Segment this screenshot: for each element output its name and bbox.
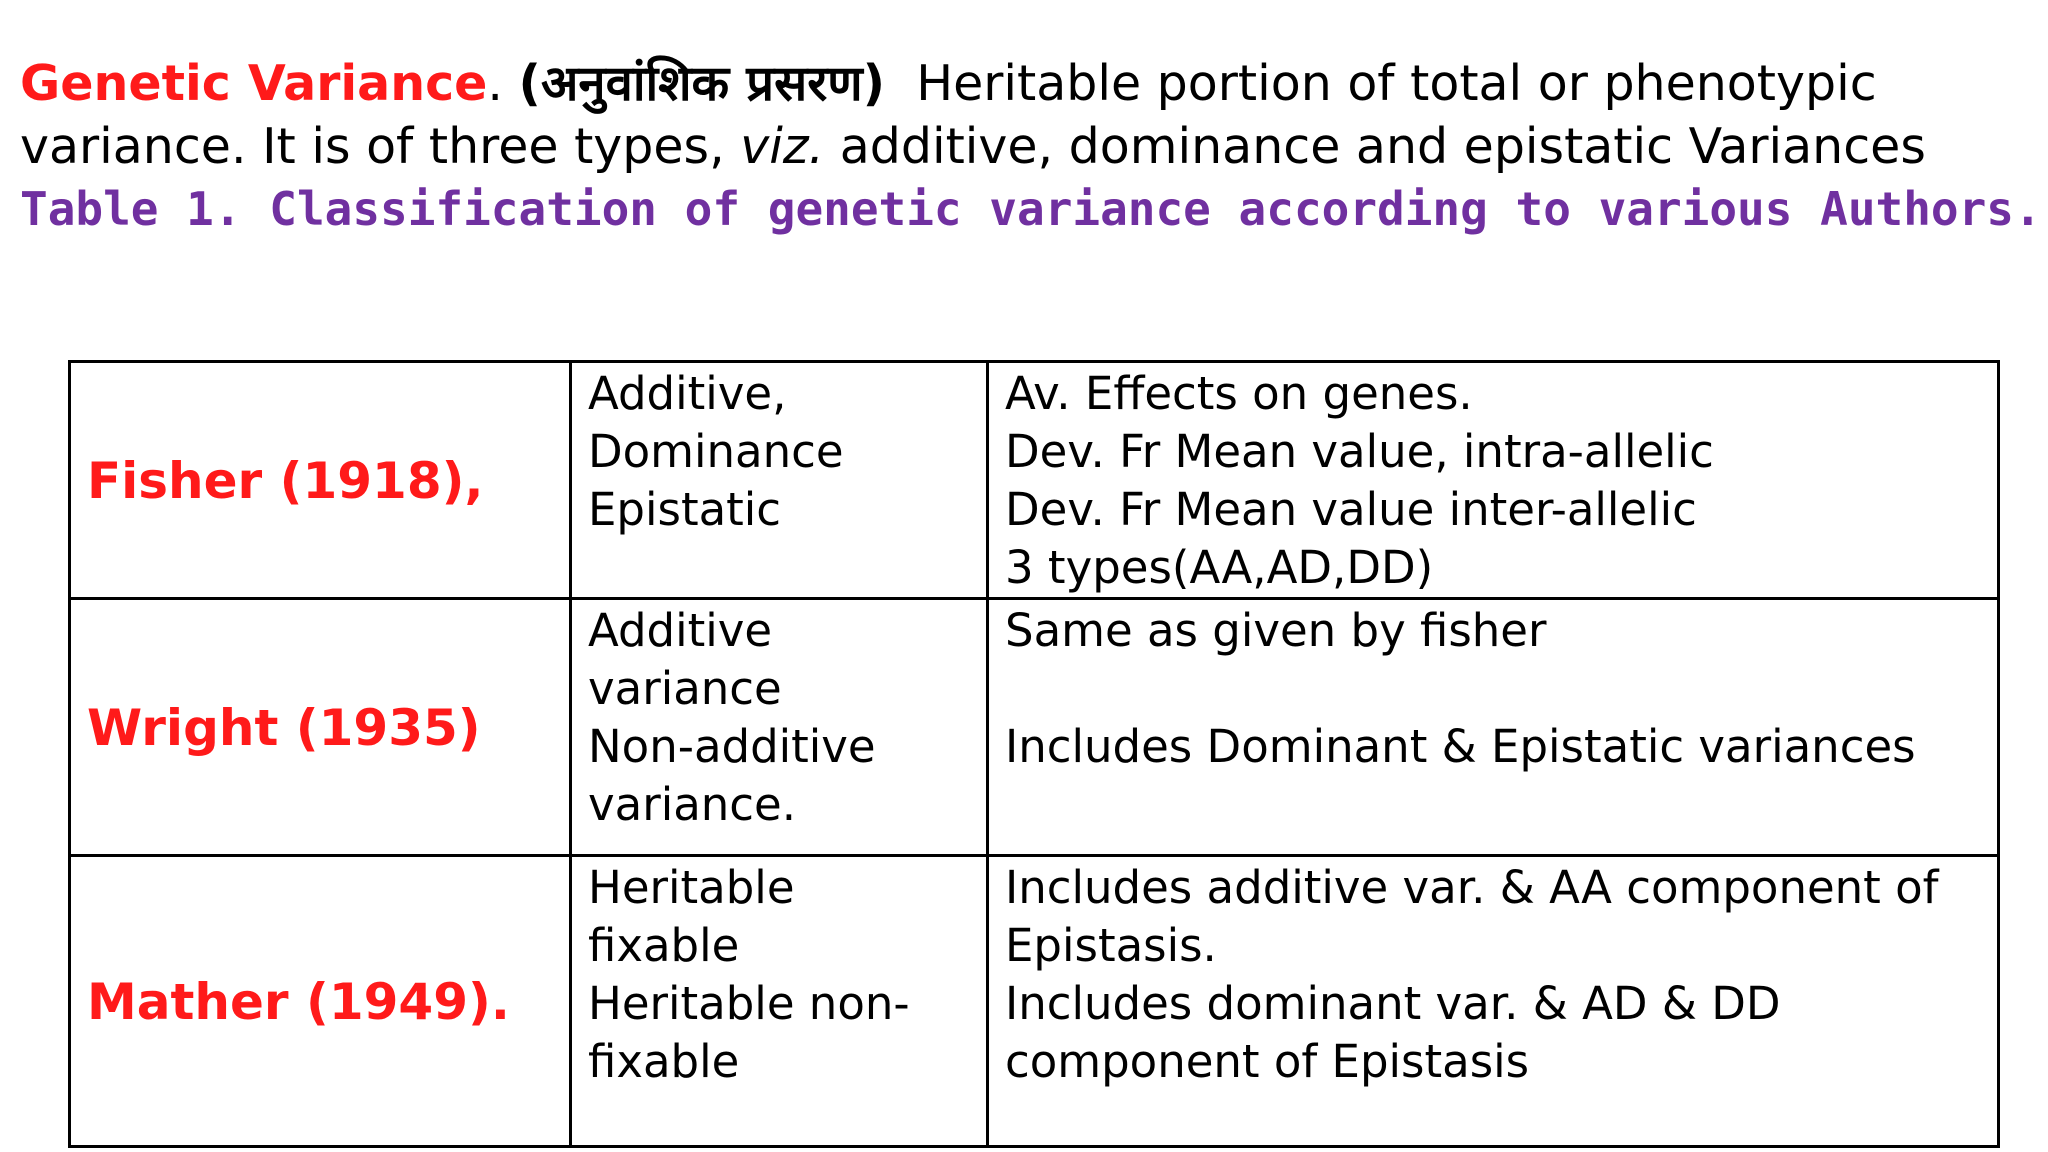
classification-table — [68, 360, 2000, 1148]
description-line: Dev. Fr Mean value, intra-allelic — [1005, 425, 1714, 478]
description-line: Av. Effects on genes. — [1005, 367, 1473, 420]
description-gap — [1005, 660, 1981, 718]
description-line: Includes dominant var. & AD & DD — [1005, 977, 1781, 1030]
component-line: Non-additive — [588, 720, 876, 773]
table-row — [70, 856, 1999, 1147]
intro-text — [20, 52, 2042, 241]
term-suffix: . — [487, 55, 519, 112]
component-line: fixable — [588, 919, 740, 972]
intro-line-2-start: variance. It is of three types, — [20, 118, 741, 175]
description-line: component of Epistasis — [1005, 1035, 1530, 1088]
description-line: Includes Dominant & Epistatic variances — [1005, 720, 1916, 773]
intro-line-2 — [20, 115, 2020, 178]
component-line: Additive, — [588, 367, 787, 420]
component-line: Heritable — [588, 861, 795, 914]
description-cell — [988, 856, 1999, 1147]
author-cell: Wright (1935) — [70, 599, 571, 856]
description-line: 3 types(AA,AD,DD) — [1005, 541, 1434, 594]
component-line: variance. — [588, 778, 797, 831]
term-genetic-variance: Genetic Variance — [20, 55, 488, 112]
description-cell — [988, 362, 1999, 599]
component-line: Additive — [588, 604, 773, 657]
intro-line-2-end: additive, dominance and epistatic Variances — [824, 118, 1926, 175]
component-line: variance — [588, 662, 782, 715]
description-line: Includes additive var. & AA component of — [1005, 861, 1939, 914]
description-cell — [988, 599, 1999, 856]
component-line: Dominance — [588, 425, 844, 478]
components-cell — [571, 599, 988, 856]
table-row — [70, 362, 1999, 599]
description-line: Epistasis. — [1005, 919, 1217, 972]
component-line: Epistatic — [588, 483, 782, 536]
components-cell — [571, 362, 988, 599]
hindi-term: (अनुवांशिक प्रसरण) — [518, 55, 886, 112]
component-line: Heritable non- — [588, 977, 910, 1030]
author-cell: Mather (1949). — [70, 856, 571, 1147]
intro-line-1-rest: Heritable portion of total or phenotypic — [885, 55, 1877, 112]
table-row — [70, 599, 1999, 856]
intro-line-1 — [20, 52, 2020, 115]
component-line: fixable — [588, 1035, 740, 1088]
components-cell — [571, 856, 988, 1147]
description-line: Dev. Fr Mean value inter-allelic — [1005, 483, 1697, 536]
author-cell: Fisher (1918), — [70, 362, 571, 599]
description-line: Same as given by fisher — [1005, 604, 1547, 657]
viz-text: viz. — [740, 118, 825, 175]
table-caption: Table 1. Classification of genetic variance according to various Authors. — [20, 182, 2042, 236]
